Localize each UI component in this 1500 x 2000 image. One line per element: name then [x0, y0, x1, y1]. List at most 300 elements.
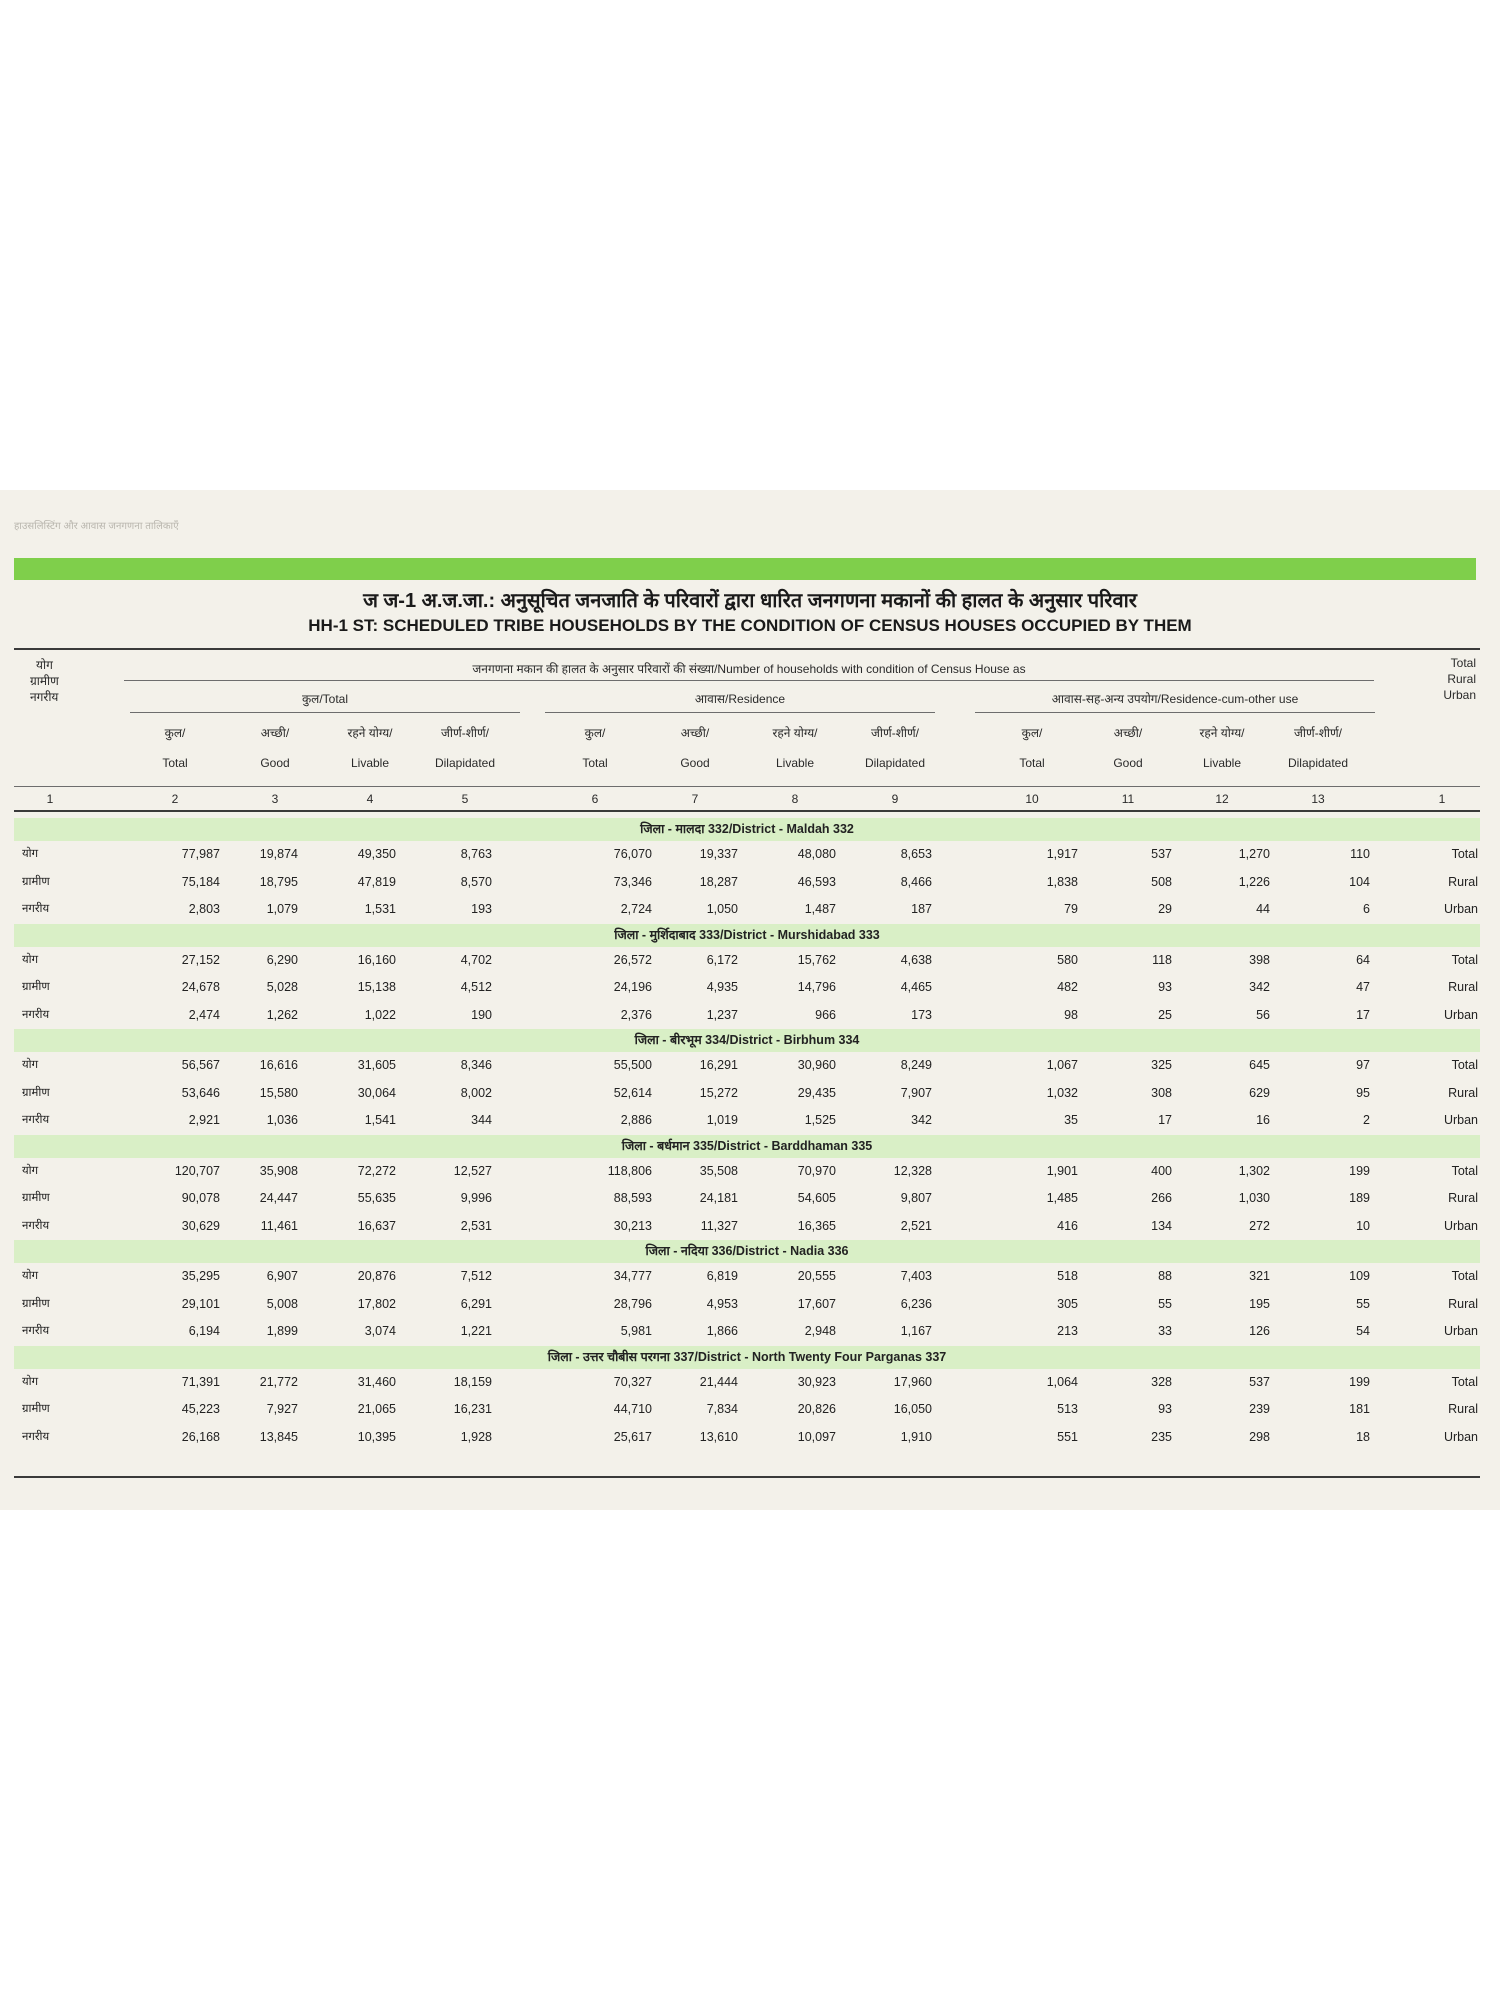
cell-value: 93	[1158, 1402, 1172, 1416]
table-row	[0, 869, 1500, 897]
cell-value: 2,521	[900, 1218, 932, 1233]
row-label-hindi: नगरीय	[22, 1114, 50, 1126]
cell-value: 11,327	[700, 1218, 738, 1233]
cell-value: 513	[1057, 1402, 1078, 1416]
cell-value: 2,886	[620, 1113, 652, 1127]
cell-value: 21,444	[699, 1374, 738, 1389]
column-number: 11	[1121, 792, 1135, 806]
cell-value: 6,290	[266, 952, 298, 967]
sub-heading-hindi-good: अच्छी/	[1113, 726, 1143, 740]
cell-value: 537	[1151, 847, 1172, 861]
cell-value: 7,403	[900, 1269, 932, 1283]
sub-heading-english-good: Good	[260, 756, 290, 770]
cell-value: 235	[1151, 1429, 1172, 1444]
row-label-english: Total	[1451, 1058, 1478, 1072]
column-number: 4	[366, 792, 374, 806]
cell-value: 4,953	[706, 1296, 738, 1311]
cell-value: 13,610	[699, 1429, 738, 1444]
cell-value: 15,272	[699, 1085, 738, 1100]
row-label-english: Urban	[1443, 902, 1478, 916]
cell-value: 88,593	[613, 1191, 652, 1205]
right-label-total: Total	[1450, 656, 1476, 670]
cell-value: 1,262	[266, 1007, 298, 1022]
cell-value: 416	[1057, 1218, 1078, 1233]
row-label-english: Rural	[1448, 1296, 1478, 1311]
column-number: 8	[791, 792, 799, 806]
cell-value: 19,874	[259, 847, 298, 861]
cell-value: 56,567	[181, 1058, 220, 1072]
cell-value: 49,350	[357, 847, 396, 861]
cell-value: 16,291	[699, 1058, 738, 1072]
cell-value: 298	[1249, 1429, 1270, 1444]
cell-value: 31,460	[357, 1374, 396, 1389]
cell-value: 629	[1249, 1085, 1270, 1100]
cell-value: 8,249	[900, 1058, 932, 1072]
sub-heading-english-good: Good	[680, 756, 710, 770]
cell-value: 18,287	[699, 874, 738, 889]
cell-value: 54,605	[797, 1191, 836, 1205]
cell-value: 44,710	[613, 1402, 652, 1416]
sub-heading-english-dilapidated: Dilapidated	[1287, 756, 1349, 770]
table-row	[0, 1263, 1500, 1291]
table-title-hindi: ज ज-1 अ.ज.जा.: अनुसूचित जनजाति के परिवारों द्वारा धारित जनगणना मकानों की हालत के अनुसार परिवार	[363, 590, 1137, 612]
cell-value: 1,226	[1238, 874, 1270, 889]
cell-value: 6,291	[460, 1296, 492, 1311]
table-row	[0, 1158, 1500, 1186]
cell-value: 8,346	[460, 1058, 492, 1072]
cell-value: 16,365	[797, 1218, 836, 1233]
row-label-english: Total	[1451, 1374, 1478, 1389]
cell-value: 8,653	[900, 847, 932, 861]
column-number: 13	[1311, 792, 1325, 806]
row-label-hindi: योग	[22, 1164, 39, 1177]
row-label-hindi: नगरीय	[22, 1430, 50, 1443]
sub-heading-english-livable: Livable	[775, 756, 815, 770]
cell-value: 1,302	[1238, 1163, 1270, 1178]
cell-value: 5,981	[620, 1324, 652, 1338]
sub-heading-hindi-good: अच्छी/	[260, 726, 290, 740]
bottom-rule	[14, 1476, 1480, 1478]
cell-value: 551	[1057, 1429, 1078, 1444]
table-row	[0, 974, 1500, 1002]
cell-value: 25	[1158, 1007, 1172, 1022]
cell-value: 35,508	[699, 1163, 738, 1178]
cell-value: 75,184	[181, 874, 220, 889]
cell-value: 1,167	[900, 1324, 932, 1338]
cell-value: 1,067	[1046, 1058, 1078, 1072]
sub-heading-hindi-total: कुल/	[584, 726, 606, 740]
cell-value: 1,485	[1046, 1191, 1078, 1205]
cell-value: 4,465	[900, 980, 932, 994]
table-title-english: HH-1 ST: SCHEDULED TRIBE HOUSEHOLDS BY THE CONDITION OF CENSUS HOUSES OCCUPIED BY THEM	[308, 616, 1192, 635]
cell-value: 120,707	[174, 1163, 220, 1178]
row-label-hindi: योग	[22, 1375, 39, 1388]
column-number: 7	[691, 792, 699, 806]
cell-value: 29,101	[181, 1296, 220, 1311]
cell-value: 482	[1057, 980, 1078, 994]
cell-value: 4,702	[460, 952, 492, 967]
cell-value: 181	[1349, 1402, 1370, 1416]
cell-value: 56	[1256, 1007, 1270, 1022]
cell-value: 30,213	[613, 1218, 652, 1233]
row-label-english: Total	[1451, 952, 1478, 967]
cell-value: 17,607	[797, 1296, 836, 1311]
cell-value: 35,295	[181, 1269, 220, 1283]
running-head: हाउसलिस्टिंग और आवास जनगणना तालिकाएँ	[14, 521, 179, 532]
cell-value: 26,168	[181, 1429, 220, 1444]
row-label-english: Urban	[1443, 1007, 1478, 1022]
cell-value: 126	[1249, 1324, 1270, 1338]
super-heading-rule	[124, 680, 1374, 681]
cell-value: 90,078	[181, 1191, 220, 1205]
row-label-hindi: योग	[22, 848, 39, 860]
cell-value: 9,996	[460, 1191, 492, 1205]
column-number: 10	[1025, 792, 1039, 806]
cell-value: 93	[1158, 980, 1172, 994]
cell-value: 1,487	[804, 902, 836, 916]
column-number-rule	[14, 810, 1480, 812]
cell-value: 73,346	[613, 874, 652, 889]
cell-value: 645	[1249, 1058, 1270, 1072]
row-label-hindi: नगरीय	[22, 1219, 50, 1232]
cell-value: 28,796	[613, 1296, 652, 1311]
top-rule	[14, 648, 1480, 650]
sub-heading-english-total: Total	[1019, 756, 1045, 770]
cell-value: 30,629	[181, 1218, 220, 1233]
sub-heading-hindi-total: कुल/	[164, 726, 186, 740]
cell-value: 79	[1064, 902, 1078, 916]
district-heading: जिला - बर्धमान 335/District - Barddhaman 335	[14, 1135, 1480, 1158]
row-label-english: Rural	[1448, 1085, 1478, 1100]
table-row	[0, 1002, 1500, 1030]
cell-value: 20,555	[797, 1269, 836, 1283]
cell-value: 24,447	[259, 1191, 298, 1205]
cell-value: 308	[1151, 1085, 1172, 1100]
cell-value: 8,002	[460, 1085, 492, 1100]
cell-value: 4,935	[706, 980, 738, 994]
super-heading: जनगणना मकान की हालत के अनुसार परिवारों की संख्या/Number of households with condition of Census House as	[472, 662, 1026, 676]
cell-value: 104	[1349, 874, 1370, 889]
cell-value: 16	[1256, 1113, 1270, 1127]
table-row	[0, 1291, 1500, 1319]
row-label-hindi: ग्रामीण	[22, 1086, 50, 1099]
cell-value: 1,221	[460, 1324, 492, 1338]
cell-value: 1,866	[706, 1324, 738, 1338]
cell-value: 24,196	[613, 980, 652, 994]
cell-value: 29	[1158, 902, 1172, 916]
cell-value: 15,580	[259, 1085, 298, 1100]
cell-value: 7,927	[266, 1402, 298, 1416]
cell-value: 1,022	[364, 1007, 396, 1022]
row-label-hindi: ग्रामीण	[22, 981, 50, 993]
cell-value: 12,527	[453, 1163, 492, 1178]
cell-value: 18,795	[259, 874, 298, 889]
district-heading: जिला - नदिया 336/District - Nadia 336	[14, 1240, 1480, 1263]
cell-value: 25,617	[613, 1429, 652, 1444]
table-body	[0, 818, 1500, 1451]
row-label-english: Rural	[1448, 1191, 1478, 1205]
row-label-hindi: नगरीय	[22, 1325, 50, 1337]
row-label-hindi: ग्रामीण	[22, 1403, 50, 1415]
row-label-english: Rural	[1448, 874, 1478, 889]
cell-value: 77,987	[181, 847, 220, 861]
cell-value: 27,152	[181, 952, 220, 967]
cell-value: 13,845	[259, 1429, 298, 1444]
cell-value: 16,160	[357, 952, 396, 967]
cell-value: 45,223	[181, 1402, 220, 1416]
row-label-hindi: योग	[22, 953, 39, 966]
cell-value: 342	[1249, 980, 1270, 994]
cell-value: 24,678	[181, 980, 220, 994]
cell-value: 98	[1064, 1007, 1078, 1022]
cell-value: 16,050	[893, 1402, 932, 1416]
cell-value: 1,064	[1046, 1374, 1078, 1389]
district-heading: जिला - बीरभूम 334/District - Birbhum 334	[14, 1029, 1480, 1052]
row-label-hindi: ग्रामीण	[22, 875, 50, 888]
table-row	[0, 1424, 1500, 1452]
district-heading: जिला - उत्तर चौबीस परगना 337/District - North Twenty Four Parganas 337	[14, 1346, 1480, 1369]
cell-value: 2	[1363, 1113, 1370, 1127]
cell-value: 10,395	[357, 1429, 396, 1444]
table-row	[0, 1052, 1500, 1080]
cell-value: 15,762	[797, 952, 836, 967]
cell-value: 16,637	[357, 1218, 396, 1233]
sub-heading-english-livable: Livable	[1202, 756, 1242, 770]
cell-value: 195	[1249, 1296, 1270, 1311]
cell-value: 1,531	[364, 902, 396, 916]
cell-value: 47	[1356, 980, 1370, 994]
cell-value: 1,019	[706, 1113, 738, 1127]
cell-value: 17	[1356, 1007, 1370, 1022]
cell-value: 189	[1349, 1191, 1370, 1205]
cell-value: 17,960	[893, 1374, 932, 1389]
cell-value: 17,802	[357, 1296, 396, 1311]
sub-heading-hindi-dilapidated: जीर्ण-शीर्ण/	[871, 726, 919, 740]
cell-value: 6,819	[706, 1269, 738, 1283]
cell-value: 2,803	[188, 902, 220, 916]
cell-value: 1,079	[266, 902, 298, 916]
cell-value: 400	[1151, 1163, 1172, 1178]
row-label-english: Urban	[1443, 1218, 1478, 1233]
cell-value: 6,194	[188, 1324, 220, 1338]
cell-value: 193	[471, 902, 492, 916]
cell-value: 16,231	[453, 1402, 492, 1416]
row-label-english: Total	[1451, 847, 1478, 861]
row-label-english: Total	[1451, 1269, 1478, 1283]
cell-value: 26,572	[613, 952, 652, 967]
cell-value: 14,796	[797, 980, 836, 994]
cell-value: 3,074	[364, 1324, 396, 1338]
cell-value: 35	[1064, 1113, 1078, 1127]
cell-value: 1,901	[1046, 1163, 1078, 1178]
table-row	[0, 1213, 1500, 1241]
group-rule-residence-cum-other	[975, 712, 1375, 713]
cell-value: 21,065	[357, 1402, 396, 1416]
cell-value: 76,070	[613, 847, 652, 861]
cell-value: 2,948	[804, 1324, 836, 1338]
cell-value: 239	[1249, 1402, 1270, 1416]
sub-heading-hindi-livable: रहने योग्य/	[347, 726, 393, 740]
cell-value: 29,435	[797, 1085, 836, 1100]
table-row	[0, 1396, 1500, 1424]
cell-value: 1,050	[706, 902, 738, 916]
cell-value: 64	[1356, 952, 1370, 967]
cell-value: 8,466	[900, 874, 932, 889]
table-row	[0, 896, 1500, 924]
column-number: 3	[271, 792, 279, 806]
cell-value: 16,616	[259, 1058, 298, 1072]
cell-value: 110	[1350, 847, 1370, 861]
row-label-hindi: योग	[22, 1059, 39, 1071]
cell-value: 46,593	[797, 874, 836, 889]
row-label-english: Urban	[1443, 1113, 1478, 1127]
sub-heading-hindi-livable: रहने योग्य/	[1199, 726, 1245, 740]
cell-value: 88	[1158, 1269, 1172, 1283]
column-number: 1	[1438, 792, 1446, 806]
row-label-english: Urban	[1443, 1324, 1478, 1338]
row-label-hindi: योग	[22, 1270, 39, 1282]
cell-value: 12,328	[893, 1163, 932, 1178]
cell-value: 118,806	[607, 1163, 652, 1178]
cell-value: 2,921	[188, 1113, 220, 1127]
cell-value: 95	[1356, 1085, 1370, 1100]
cell-value: 44	[1256, 902, 1270, 916]
cell-value: 21,772	[259, 1374, 298, 1389]
cell-value: 35,908	[259, 1163, 298, 1178]
column-number: 9	[891, 792, 899, 806]
cell-value: 2,474	[188, 1007, 220, 1022]
sub-heading-english-dilapidated: Dilapidated	[434, 756, 496, 770]
cell-value: 20,826	[797, 1402, 836, 1416]
cell-value: 53,646	[181, 1085, 220, 1100]
row-label-english: Total	[1451, 1163, 1478, 1178]
table-row	[0, 1107, 1500, 1135]
cell-value: 70,327	[613, 1374, 652, 1389]
cell-value: 325	[1151, 1058, 1172, 1072]
cell-value: 7,834	[706, 1402, 738, 1416]
cell-value: 72,272	[357, 1163, 396, 1178]
group-heading-total: कुल/Total	[301, 692, 349, 706]
cell-value: 55	[1356, 1296, 1370, 1311]
cell-value: 5,008	[266, 1296, 298, 1311]
cell-value: 4,512	[460, 980, 492, 994]
cell-value: 54	[1356, 1324, 1370, 1338]
cell-value: 6,236	[900, 1296, 932, 1311]
cell-value: 55,635	[357, 1191, 396, 1205]
cell-value: 118	[1152, 952, 1172, 967]
cell-value: 305	[1057, 1296, 1078, 1311]
column-number: 2	[171, 792, 179, 806]
group-rule-residence	[545, 712, 935, 713]
sub-heading-hindi-dilapidated: जीर्ण-शीर्ण/	[1294, 726, 1342, 740]
cell-value: 1,525	[804, 1113, 836, 1127]
cell-value: 6,172	[706, 952, 738, 967]
cell-value: 8,763	[460, 847, 492, 861]
cell-value: 109	[1349, 1269, 1370, 1283]
cell-value: 199	[1349, 1163, 1370, 1178]
cell-value: 7,512	[460, 1269, 492, 1283]
cell-value: 97	[1356, 1058, 1370, 1072]
cell-value: 1,899	[266, 1324, 298, 1338]
cell-value: 966	[815, 1007, 836, 1022]
cell-value: 2,531	[460, 1218, 492, 1233]
cell-value: 10,097	[797, 1429, 836, 1444]
cell-value: 1,032	[1046, 1085, 1078, 1100]
row-label-english: Rural	[1448, 1402, 1478, 1416]
cell-value: 71,391	[181, 1374, 220, 1389]
cell-value: 55,500	[613, 1058, 652, 1072]
cell-value: 1,838	[1046, 874, 1078, 889]
sub-heading-hindi-good: अच्छी/	[680, 726, 710, 740]
table-row	[0, 1369, 1500, 1397]
table-row	[0, 1318, 1500, 1346]
row-label-hindi: नगरीय	[22, 903, 50, 915]
cell-value: 1,910	[900, 1429, 932, 1444]
cell-value: 48,080	[797, 847, 836, 861]
cell-value: 187	[911, 902, 932, 916]
left-label-urban: नगरीय	[30, 690, 59, 704]
cell-value: 518	[1057, 1269, 1078, 1283]
cell-value: 47,819	[357, 874, 396, 889]
cell-value: 5,028	[266, 980, 298, 994]
cell-value: 508	[1151, 874, 1172, 889]
census-table-page	[0, 490, 1500, 1510]
cell-value: 1,270	[1238, 847, 1270, 861]
cell-value: 31,605	[357, 1058, 396, 1072]
cell-value: 2,376	[620, 1007, 652, 1022]
cell-value: 18,159	[453, 1374, 492, 1389]
cell-value: 1,030	[1238, 1191, 1270, 1205]
cell-value: 1,917	[1046, 847, 1078, 861]
right-label-rural: Rural	[1447, 672, 1476, 686]
cell-value: 2,724	[620, 902, 652, 916]
cell-value: 30,923	[797, 1374, 836, 1389]
sub-heading-hindi-total: कुल/	[1021, 726, 1043, 740]
table-row	[0, 1080, 1500, 1108]
district-heading: जिला - मुर्शिदाबाद 333/District - Murshidabad 333	[14, 924, 1480, 947]
cell-value: 6	[1363, 902, 1370, 916]
cell-value: 34,777	[613, 1269, 652, 1283]
row-label-hindi: नगरीय	[22, 1008, 50, 1021]
cell-value: 24,181	[699, 1191, 738, 1205]
table-row	[0, 841, 1500, 869]
cell-value: 10	[1356, 1218, 1370, 1233]
cell-value: 321	[1249, 1269, 1270, 1283]
left-label-rural: ग्रामीण	[30, 674, 59, 688]
cell-value: 1,541	[364, 1113, 396, 1127]
row-label-english: Urban	[1443, 1429, 1478, 1444]
cell-value: 30,960	[797, 1058, 836, 1072]
cell-value: 17	[1158, 1113, 1172, 1127]
group-heading-residence: आवास/Residence	[694, 692, 786, 706]
right-label-urban: Urban	[1443, 688, 1476, 702]
sub-heading-english-dilapidated: Dilapidated	[864, 756, 926, 770]
column-number: 6	[591, 792, 599, 806]
cell-value: 344	[471, 1113, 492, 1127]
cell-value: 8,570	[460, 874, 492, 889]
row-label-english: Rural	[1448, 980, 1478, 994]
cell-value: 15,138	[357, 980, 396, 994]
cell-value: 1,928	[460, 1429, 492, 1444]
cell-value: 134	[1151, 1218, 1172, 1233]
sub-heading-english-livable: Livable	[350, 756, 390, 770]
left-label-total: योग	[36, 658, 53, 672]
cell-value: 18	[1356, 1429, 1370, 1444]
column-number: 5	[461, 792, 469, 806]
cell-value: 9,807	[900, 1191, 932, 1205]
cell-value: 7,907	[900, 1085, 932, 1100]
group-heading-residence-cum-other: आवास-सह-अन्य उपयोग/Residence-cum-other use	[1051, 692, 1299, 706]
